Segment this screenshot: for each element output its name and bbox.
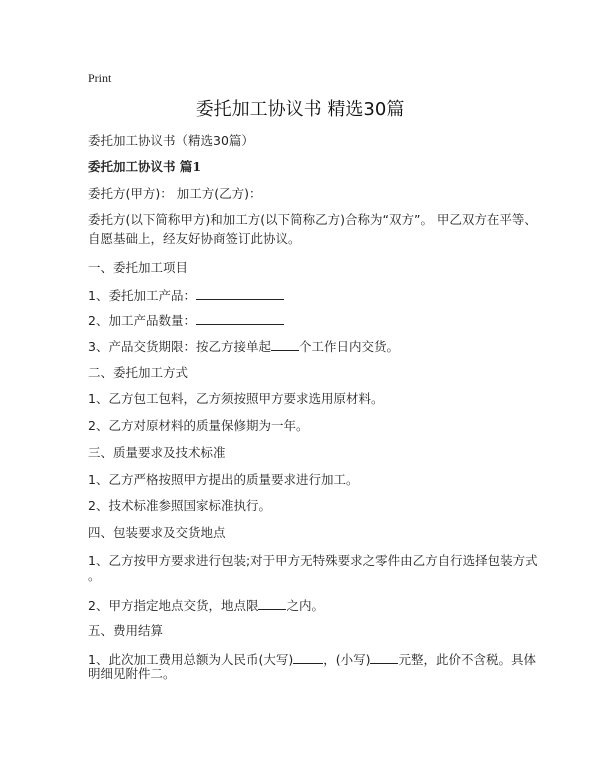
section-3-heading: 三、质量要求及技术标准: [88, 445, 226, 460]
parties-line: 委托方(甲方)： 加工方(乙方)：: [88, 186, 262, 201]
clause-text: 1、委托加工产品：: [88, 288, 196, 303]
blank-field: [293, 651, 323, 664]
clause-3-1: 1、乙方严格按照甲方提出的质量要求进行加工。: [88, 472, 359, 487]
clause-2-2: 2、乙方对原材料的质量保修期为一年。: [88, 418, 309, 433]
clause-4-1-line-2: 。: [88, 568, 101, 583]
blank-field: [370, 651, 398, 664]
intro-line-2: 自愿基础上，经友好协商签订此协议。: [88, 231, 301, 246]
clause-1-1: [88, 287, 284, 303]
section-2-heading: 二、委托加工方式: [88, 365, 189, 380]
section-4-heading: 四、包装要求及交货地点: [88, 525, 226, 540]
clause-text: 2、甲方指定地点交货，地点限: [88, 598, 259, 613]
blank-field: [196, 287, 284, 300]
clause-5-1-line-2: 明细见附件二。: [88, 666, 176, 681]
clause-3-2: 2、技术标准参照国家标准执行。: [88, 498, 271, 513]
document-title: 委托加工协议书 精选30篇: [195, 99, 405, 120]
section-heading: 委托加工协议书 篇1: [88, 159, 202, 174]
clause-text: 3、产品交货期限：按乙方接单起: [88, 339, 271, 354]
subtitle: 委托加工协议书（精选30篇）: [88, 133, 254, 148]
clause-4-2: [88, 597, 324, 613]
intro-line-1: 委托方(以下简称甲方)和加工方(以下简称乙方)合称为“双方”。 甲乙双方在平等、: [88, 212, 537, 227]
section-1-heading: 一、委托加工项目: [88, 260, 189, 275]
blank-field: [196, 312, 284, 325]
clause-1-3: [88, 338, 399, 354]
clause-2-1: 1、乙方包工包料，乙方须按照甲方要求选用原材料。: [88, 391, 384, 406]
blank-field: [271, 338, 299, 351]
clause-text: 1、此次加工费用总额为人民币(大写): [88, 652, 294, 667]
clause-text: 元整，此价不含税。具体: [398, 652, 536, 667]
blank-field: [258, 597, 286, 610]
section-5-heading: 五、费用结算: [88, 623, 164, 638]
clause-text: 个工作日内交货。: [298, 339, 399, 354]
clause-4-1-line-1: 1、乙方按甲方要求进行包装;对于甲方无特殊要求之零件由乙方自行选择包装方式: [88, 553, 538, 568]
print-link[interactable]: Print: [88, 71, 112, 85]
clause-1-2: [88, 312, 284, 328]
clause-text: 之内。: [286, 598, 324, 613]
clause-text: 2、加工产品数量：: [88, 313, 196, 328]
clause-text: ，(小写): [323, 652, 371, 667]
clause-5-1-line-1: [88, 651, 536, 667]
